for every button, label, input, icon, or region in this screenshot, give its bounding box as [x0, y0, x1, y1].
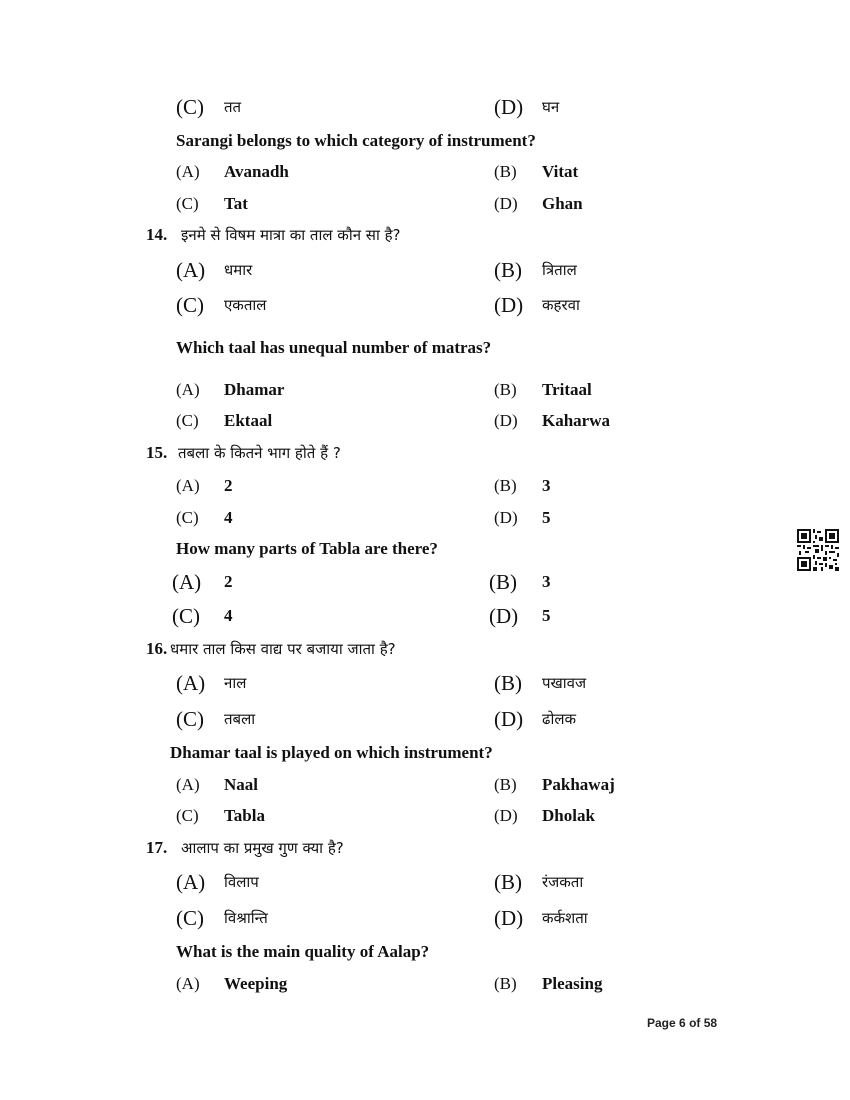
- option-label: (C): [176, 194, 199, 213]
- option-text: Weeping: [224, 974, 288, 993]
- of-label: of: [689, 1016, 701, 1030]
- option-label: (B): [489, 570, 517, 594]
- option-row: [0, 191, 850, 217]
- option-text: त्रिताल: [542, 261, 577, 279]
- option-text: Vitat: [542, 162, 579, 181]
- option-label: (A): [176, 870, 206, 894]
- option-label: (C): [176, 707, 204, 731]
- option-text: ढोलक: [542, 710, 577, 728]
- question-heading: [0, 636, 850, 662]
- option-text: 2: [224, 572, 233, 591]
- question-number: 16.: [146, 639, 168, 658]
- option-row: [0, 803, 850, 829]
- option-row: [0, 869, 850, 895]
- question-number: 17.: [146, 838, 168, 857]
- option-label: (A): [176, 671, 206, 695]
- option-text: कहरवा: [542, 296, 580, 314]
- option-row: [0, 292, 850, 318]
- option-label: (B): [494, 380, 517, 399]
- option-text: घन: [542, 98, 560, 116]
- option-text: Ektaal: [224, 411, 273, 430]
- option-row: [0, 670, 850, 696]
- option-row: [0, 377, 850, 403]
- option-label: (C): [172, 604, 200, 628]
- option-text: विलाप: [224, 873, 259, 891]
- option-row: [0, 257, 850, 283]
- option-row: [0, 772, 850, 798]
- option-label: (D): [494, 707, 524, 731]
- option-row: [0, 706, 850, 732]
- option-row: [0, 971, 850, 997]
- option-label: (A): [176, 258, 206, 282]
- option-text: 5: [542, 508, 551, 527]
- option-label: (B): [494, 870, 522, 894]
- option-row: [0, 905, 850, 931]
- option-label: (C): [176, 293, 204, 317]
- page-number: 6: [679, 1016, 686, 1030]
- question-heading: [0, 222, 850, 248]
- option-label: (A): [176, 476, 200, 495]
- option-row: [0, 569, 850, 595]
- option-text: Kaharwa: [542, 411, 610, 430]
- option-text: नाल: [224, 674, 247, 692]
- option-label: (A): [172, 570, 202, 594]
- option-label: (B): [494, 162, 517, 181]
- option-label: (D): [494, 806, 518, 825]
- option-label: (D): [494, 95, 524, 119]
- option-text: Tritaal: [542, 380, 592, 399]
- option-label: (B): [494, 476, 517, 495]
- option-row: [0, 159, 850, 185]
- question-number: 14.: [146, 225, 168, 244]
- page-label: Page: [647, 1016, 676, 1030]
- question-text: What is the main quality of Aalap?: [176, 942, 430, 961]
- option-text: 3: [542, 476, 551, 495]
- option-text: 5: [542, 606, 551, 625]
- option-text: विश्रान्ति: [224, 909, 268, 927]
- option-text: रंजकता: [542, 873, 584, 891]
- option-row: [0, 505, 850, 531]
- option-label: (B): [494, 974, 517, 993]
- option-row: [0, 94, 850, 120]
- option-text: Tabla: [224, 806, 265, 825]
- question-text-hindi: आलाप का प्रमुख गुण क्या है?: [181, 839, 344, 857]
- option-label: (C): [176, 95, 204, 119]
- question-text-hindi: इनमे से विषम मात्रा का ताल कौन सा है?: [181, 226, 401, 244]
- total-pages: 58: [703, 1016, 718, 1030]
- option-row: [0, 473, 850, 499]
- option-label: (A): [176, 974, 200, 993]
- question-text: How many parts of Tabla are there?: [176, 539, 438, 558]
- option-text: Dhamar: [224, 380, 285, 399]
- option-label: (D): [494, 194, 518, 213]
- option-label: (D): [494, 293, 524, 317]
- question-text: Which taal has unequal number of matras?: [176, 338, 492, 357]
- option-label: (C): [176, 906, 204, 930]
- option-text: धमार: [224, 261, 253, 279]
- question-text: Dhamar taal is played on which instrument?: [170, 743, 493, 762]
- option-text: Ghan: [542, 194, 583, 213]
- qr-code-icon: [797, 529, 839, 571]
- option-label: (A): [176, 162, 200, 181]
- option-label: (B): [494, 258, 522, 282]
- question-text: Sarangi belongs to which category of instrument?: [176, 131, 536, 150]
- option-label: (C): [176, 806, 199, 825]
- option-text: Pleasing: [542, 974, 603, 993]
- option-text: Avanadh: [224, 162, 289, 181]
- option-text: Pakhawaj: [542, 775, 615, 794]
- option-text: 3: [542, 572, 551, 591]
- option-label: (D): [494, 508, 518, 527]
- question-heading: [0, 835, 850, 861]
- option-text: 2: [224, 476, 233, 495]
- option-label: (C): [176, 411, 199, 430]
- option-label: (C): [176, 508, 199, 527]
- option-text: एकताल: [224, 296, 267, 314]
- option-label: (D): [494, 906, 524, 930]
- option-text: पखावज: [542, 674, 587, 692]
- option-text: Tat: [224, 194, 248, 213]
- option-text: 4: [224, 508, 233, 527]
- option-text: तबला: [224, 710, 256, 728]
- option-label: (D): [494, 411, 518, 430]
- question-number: 15.: [146, 443, 168, 462]
- option-label: (B): [494, 775, 517, 794]
- option-label: (A): [176, 775, 200, 794]
- question-text-hindi: धमार ताल किस वाद्य पर बजाया जाता है?: [170, 640, 396, 658]
- option-row: [0, 408, 850, 434]
- option-text: Dholak: [542, 806, 595, 825]
- option-text: Naal: [224, 775, 258, 794]
- question-heading: [0, 440, 850, 466]
- option-text: 4: [224, 606, 233, 625]
- page-footer: [647, 1016, 717, 1030]
- option-text: कर्कशता: [542, 909, 588, 927]
- option-row: [0, 603, 850, 629]
- option-label: (A): [176, 380, 200, 399]
- question-text-hindi: तबला के कितने भाग होते हैं ?: [178, 444, 341, 462]
- option-label: (D): [489, 604, 519, 628]
- option-label: (B): [494, 671, 522, 695]
- option-text: तत: [224, 98, 242, 116]
